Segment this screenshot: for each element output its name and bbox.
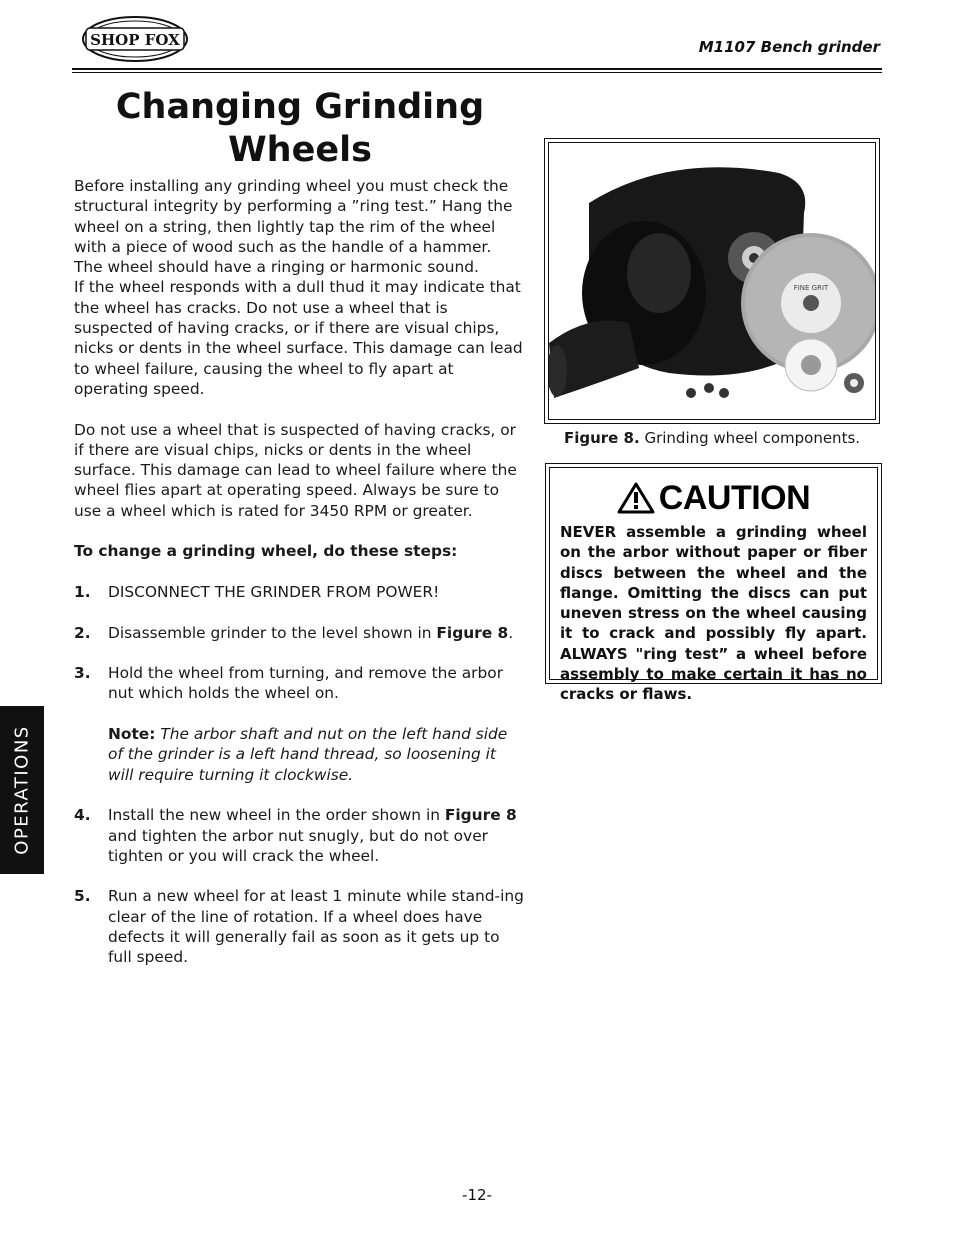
main-text-column xyxy=(74,176,524,968)
intro-paragraph-2: If the wheel responds with a dull thud it may indicate that the wheel has cracks. Do not use a wheel that is suspected of having cracks, or if there are visual chips, nicks or dents in the wheel surface. This damage can lead to wheel failure, causing the wheel to fly apart at operating speed. xyxy=(74,278,523,398)
note-text: The arbor shaft and nut on the left hand side of the grinder is a left hand thread, so loosening it will require turning it clockwise. xyxy=(108,725,508,784)
note xyxy=(74,724,524,785)
step-number: 1. xyxy=(74,582,91,601)
shop-fox-logo xyxy=(80,14,190,64)
step-number: 3. xyxy=(74,664,91,683)
caution-header xyxy=(560,476,867,520)
wheel-label: FINE GRIT xyxy=(793,284,829,292)
step-number: 2. xyxy=(74,623,91,642)
step-number: 4. xyxy=(74,806,91,825)
figure-caption xyxy=(544,428,880,448)
page-title: Changing Grinding Wheels xyxy=(115,87,485,170)
step-5 xyxy=(74,886,524,967)
step-text: Disassemble grinder to the level shown in Figure 8. xyxy=(108,623,514,642)
caution-word: CAUTION xyxy=(658,478,811,517)
step-3 xyxy=(74,663,524,704)
model-name: M1107 Bench grinder xyxy=(698,38,880,56)
figure-8-frame xyxy=(544,138,880,424)
steps-heading: To change a grinding wheel, do these steps: xyxy=(74,542,458,561)
step-text: Run a new wheel for at least 1 minute while stand-ing clear of the line of rotation. If a wheel does have defects it will generally fail as soon as it gets up to full speed. xyxy=(108,887,524,967)
section-tab-label: OPERATIONS xyxy=(11,725,33,855)
note-label: Note: xyxy=(108,725,156,744)
header-rule xyxy=(72,68,882,70)
grinding-wheel-photo xyxy=(548,142,876,420)
section-tab xyxy=(0,706,44,874)
step-1 xyxy=(74,582,524,602)
logo-text: SHOP FOX xyxy=(90,31,180,49)
intro-paragraph-3: Do not use a wheel that is suspected of having cracks, or if there are visual chips, nicks or dents in the wheel surface. This damage can lead to wheel failure where the wheel flies apart at operating speed. Always be sure to use a wheel which is rated for 3450 RPM or greater. xyxy=(74,420,517,520)
step-text: DISCONNECT THE GRINDER FROM POWER! xyxy=(108,582,440,601)
step-2 xyxy=(74,623,524,643)
warning-triangle-icon xyxy=(617,482,655,514)
header-rule-thin xyxy=(72,72,882,73)
caution-text: NEVER assemble a grinding wheel on the arbor without paper or fiber discs between the wheel and the flange. Omitting the discs can put uneven stress on the wheel causing it to crack and possibly fly apart. ALWAYS "ring test” a wheel before assembly to make certain it has no cracks or flaws. xyxy=(560,523,867,704)
caution-box xyxy=(545,463,882,704)
step-number: 5. xyxy=(74,887,91,906)
figure-caption-text: Grinding wheel components. xyxy=(644,429,861,447)
step-text: Hold the wheel from turning, and remove the arbor nut which holds the wheel on. xyxy=(108,664,504,703)
step-text: Install the new wheel in the order shown in Figure 8 and tighten the arbor nut snugly, but do not over tighten or you will crack the wheel. xyxy=(108,806,517,865)
figure-reference: Figure 8 xyxy=(436,623,509,642)
page-number: -12- xyxy=(462,1186,492,1204)
intro-paragraph-1: Before installing any grinding wheel you must check the structural integrity by performing a ”ring test.” Hang the wheel on a string, then lightly tap the rim of the wheel with a piece of wood such as the handle of a hammer. The wheel should have a ringing or harmonic sound. xyxy=(74,177,513,277)
figure-label: Figure 8. xyxy=(563,429,640,447)
figure-reference: Figure 8 xyxy=(444,806,517,825)
step-4 xyxy=(74,805,524,866)
